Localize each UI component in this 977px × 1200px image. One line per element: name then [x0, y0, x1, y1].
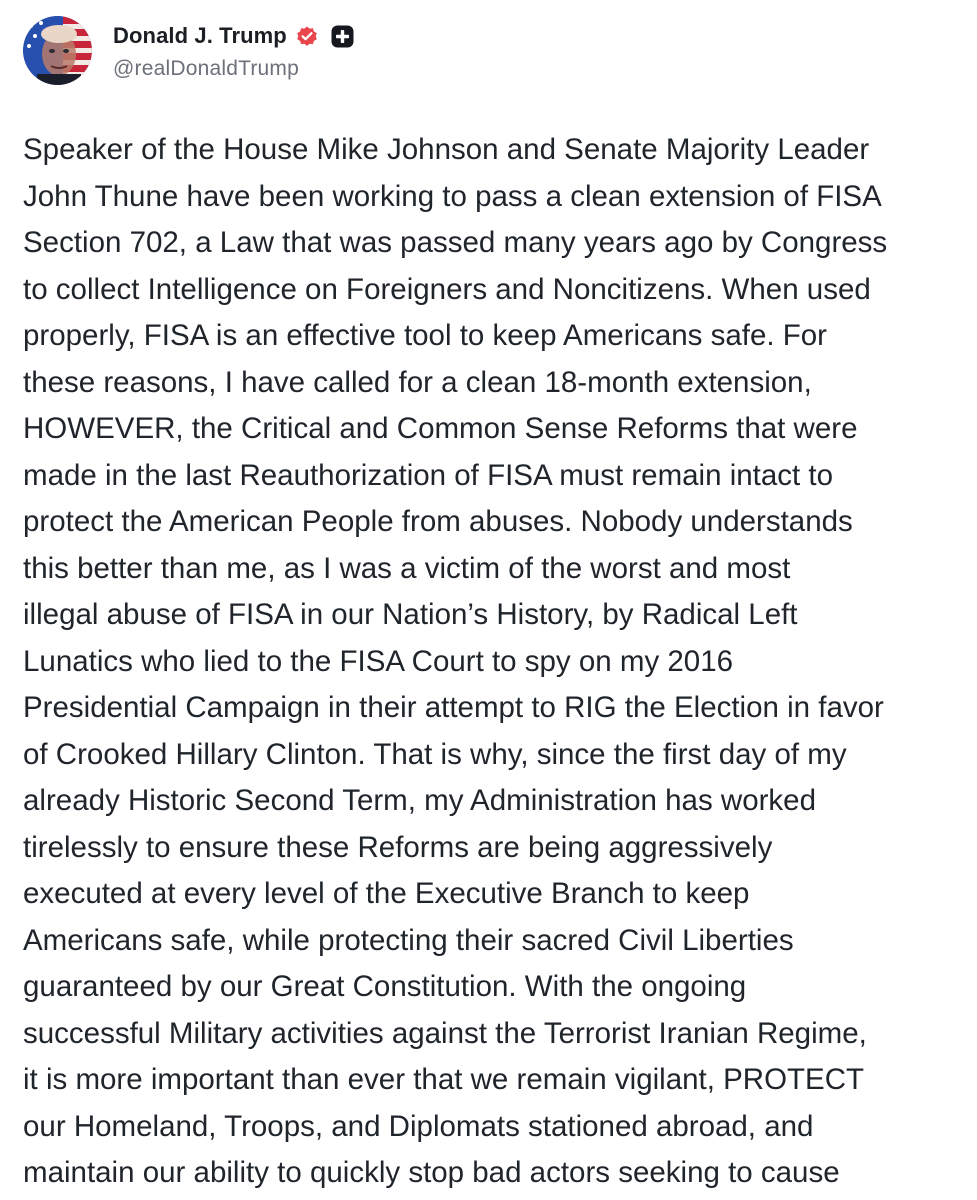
post-text-line: executed at every level of the Executive Branch to keep — [23, 877, 750, 910]
post-text-line: this better than me, as I was a victim of the worst and most — [23, 551, 791, 585]
post-text-line: Americans safe, while protecting their sacred Civil Liberties — [23, 923, 794, 957]
post-text-line: to collect Intelligence on Foreigners and Noncitizens. When used — [23, 272, 871, 306]
post-text-line: of Crooked Hillary Clinton. That is why, since the first day of my — [23, 737, 847, 771]
post-text-line: Lunatics who lied to the FISA Court to spy on my 2016 — [23, 644, 734, 678]
post-text-line: properly, FISA is an effective tool to keep Americans safe. For — [23, 319, 827, 352]
verified-badge-icon — [295, 24, 319, 48]
post-text-line: illegal abuse of FISA in our Nation’s History, by Radical Left — [23, 598, 798, 631]
user-handle[interactable]: @realDonaldTrump — [113, 57, 299, 80]
post-text-line: made in the last Reauthorization of FISA must remain intact to — [23, 458, 834, 492]
post-text-line: it is more important than ever that we remain vigilant, PROTECT — [23, 1063, 865, 1096]
portrait-avatar-image — [23, 16, 92, 85]
author-identity — [113, 19, 354, 81]
post-text-line: Section 702, a Law that was passed many years ago by Congress — [23, 226, 888, 259]
post-text-line: successful Military activities against the Terrorist Iranian Regime, — [23, 1016, 867, 1050]
post-text-line: protect the American People from abuses. Nobody understands — [23, 505, 853, 538]
post-text-line: tirelessly to ensure these Reforms are being aggressively — [23, 830, 773, 864]
post-body — [23, 127, 968, 1197]
display-name[interactable]: Donald J. Trump — [113, 23, 287, 48]
avatar[interactable] — [23, 16, 92, 85]
name-row — [113, 19, 354, 53]
post-text-line: maintain our ability to quickly stop bad actors seeking to cause — [23, 1156, 840, 1189]
plus-badge-icon — [331, 25, 354, 48]
post-text-line: guaranteed by our Great Constitution. With the ongoing — [23, 970, 747, 1003]
post-text-line: Presidential Campaign in their attempt to RIG the Election in favor — [23, 691, 884, 724]
post-header — [23, 14, 354, 86]
post-text-line: already Historic Second Term, my Administration has worked — [23, 784, 816, 817]
post-text-line: these reasons, I have called for a clean 18-month extension, — [23, 365, 812, 399]
post-text-line: John Thune have been working to pass a clean extension of FISA — [23, 179, 882, 213]
post-text-line: our Homeland, Troops, and Diplomats stationed abroad, and — [23, 1109, 814, 1143]
post-text-line: HOWEVER, the Critical and Common Sense Reforms that were — [23, 412, 858, 445]
post-text-line: Speaker of the House Mike Johnson and Senate Majority Leader — [23, 133, 870, 166]
